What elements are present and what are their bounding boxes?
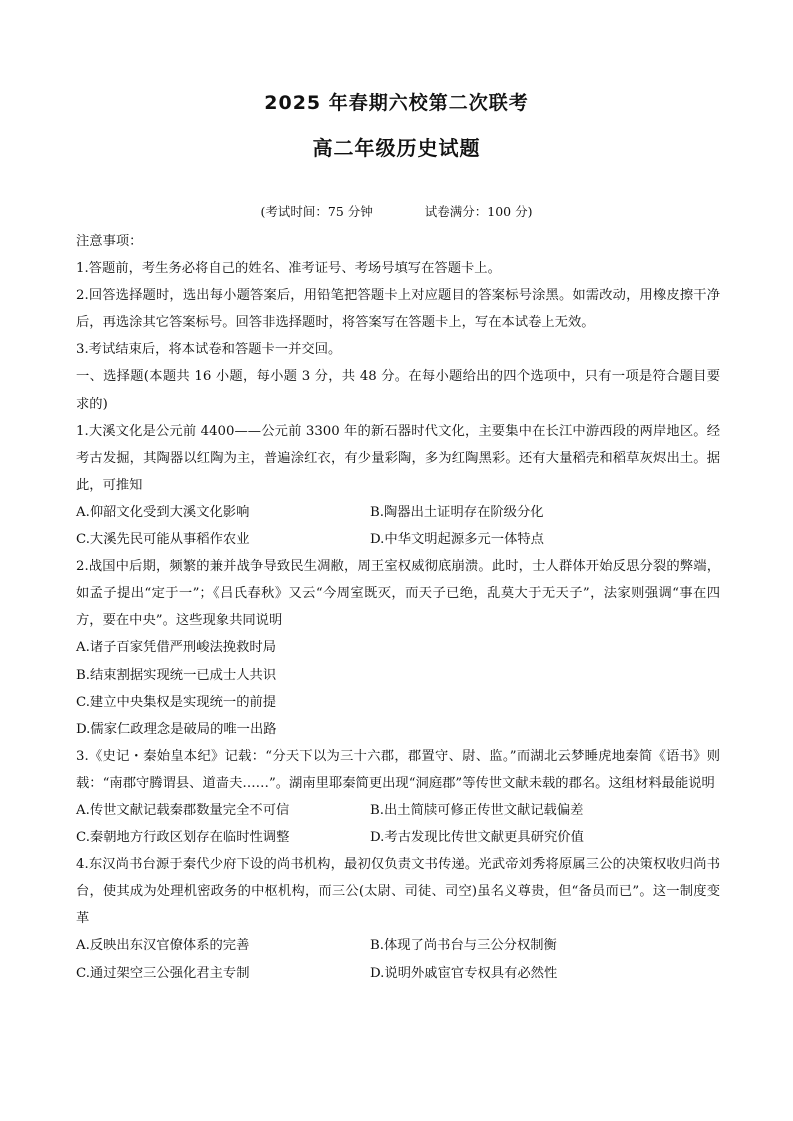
option-b: B.结束割据实现统一已成士人共识 bbox=[76, 667, 277, 683]
exam-subtitle: 高二年级历史试题 bbox=[312, 136, 481, 160]
option-row bbox=[76, 960, 720, 987]
option-b: B.出土简牍可修正传世文献记载偏差 bbox=[370, 802, 584, 818]
notice-item: 3.考试结束后，将本试卷和答题卡一并交回。 bbox=[76, 342, 342, 358]
option-c: C.大溪先民可能从事稻作农业 bbox=[76, 532, 250, 548]
notice-item: 2.回答选择题时，选出每小题答案后，用铅笔把答题卡上对应题目的答案标号涂黑。如需改动，用橡皮擦干净后，再选涂其它答案标号。回答非选择题时，将答案写在答题卡上，写在本试卷上无效。 bbox=[76, 288, 720, 331]
option-d: D.儒家仁政理念是破局的唯一出路 bbox=[76, 721, 277, 737]
option-row bbox=[76, 499, 720, 526]
question-stem: 1.大溪文化是公元前 4400——公元前 3300 年的新石器时代文化，主要集中在长江中游西段的两岸地区。经考古发掘，其陶器以红陶为主，普遍涂红衣，有少量彩陶，多为红陶黑彩。还有大量稻壳和稻草灰烬出土。据此，可推知 bbox=[76, 423, 720, 493]
option-row bbox=[76, 824, 720, 851]
option-c: C.秦朝地方行政区划存在临时性调整 bbox=[76, 830, 290, 846]
option-a: A.反映出东汉官僚体系的完善 bbox=[76, 938, 250, 954]
option-row bbox=[76, 932, 720, 959]
exam-body bbox=[76, 228, 720, 987]
option-row bbox=[76, 797, 720, 824]
option-row bbox=[76, 526, 720, 553]
option-b: B.体现了尚书台与三公分权制衡 bbox=[370, 938, 557, 954]
question-stem: 2.战国中后期，频繁的兼并战争导致民生凋敝，周王室权威彻底崩溃。此时，士人群体开始反思分裂的弊端，如孟子提出“定于一”；《吕氏春秋》又云“今周室既灭，而天子已绝，乱莫大于无天子”，法家则强调“事在四方，要在中央”。这些现象共同说明 bbox=[76, 559, 720, 629]
question-stem: 3.《史记・秦始皇本纪》记载：“分天下以为三十六郡，郡置守、尉、监。”而湖北云梦睡虎地秦简《语书》则载：“南郡守腾谓县、道啬夫……”。湖南里耶秦简更出现“洞庭郡”等传世文献未载的郡名。这组材料最能说明 bbox=[76, 748, 720, 791]
section-heading: 一、选择题(本题共 16 小题，每小题 3 分，共 48 分。在每小题给出的四个选项中，只有一项是符合题目要求的) bbox=[76, 369, 720, 412]
exam-info bbox=[0, 202, 793, 220]
option-d: D.中华文明起源多元一体特点 bbox=[370, 532, 544, 548]
option-c: C.通过架空三公强化君主专制 bbox=[76, 965, 250, 981]
option-d: D.考古发现比传世文献更具研究价值 bbox=[370, 830, 584, 846]
option-a: A.传世文献记载秦郡数量完全不可信 bbox=[76, 802, 290, 818]
option-a: A.仰韶文化受到大溪文化影响 bbox=[76, 504, 250, 520]
notice-heading: 注意事项： bbox=[76, 234, 143, 249]
exam-time: (考试时间：75 分钟 bbox=[260, 204, 373, 219]
option-c: C.建立中央集权是实现统一的前提 bbox=[76, 694, 277, 710]
question-stem: 4.东汉尚书台源于秦代少府下设的尚书机构，最初仅负责文书传递。光武帝刘秀将原属三公的决策权收归尚书台，使其成为处理机密政务的中枢机构，而三公(太尉、司徒、司空)虽名义尊贵，但“备员而已”。这一制度变革 bbox=[76, 857, 720, 927]
option-b: B.陶器出土证明存在阶级分化 bbox=[370, 504, 544, 520]
notice-item: 1.答题前，考生务必将自己的姓名、准考证号、考场号填写在答题卡上。 bbox=[76, 261, 501, 277]
full-score: 试卷满分：100 分) bbox=[424, 204, 533, 219]
option-a: A.诸子百家凭借严刑峻法挽救时局 bbox=[76, 640, 276, 656]
exam-title: 2025 年春期六校第二次联考 bbox=[264, 92, 529, 114]
option-d: D.说明外戚宦官专权具有必然性 bbox=[370, 965, 558, 981]
